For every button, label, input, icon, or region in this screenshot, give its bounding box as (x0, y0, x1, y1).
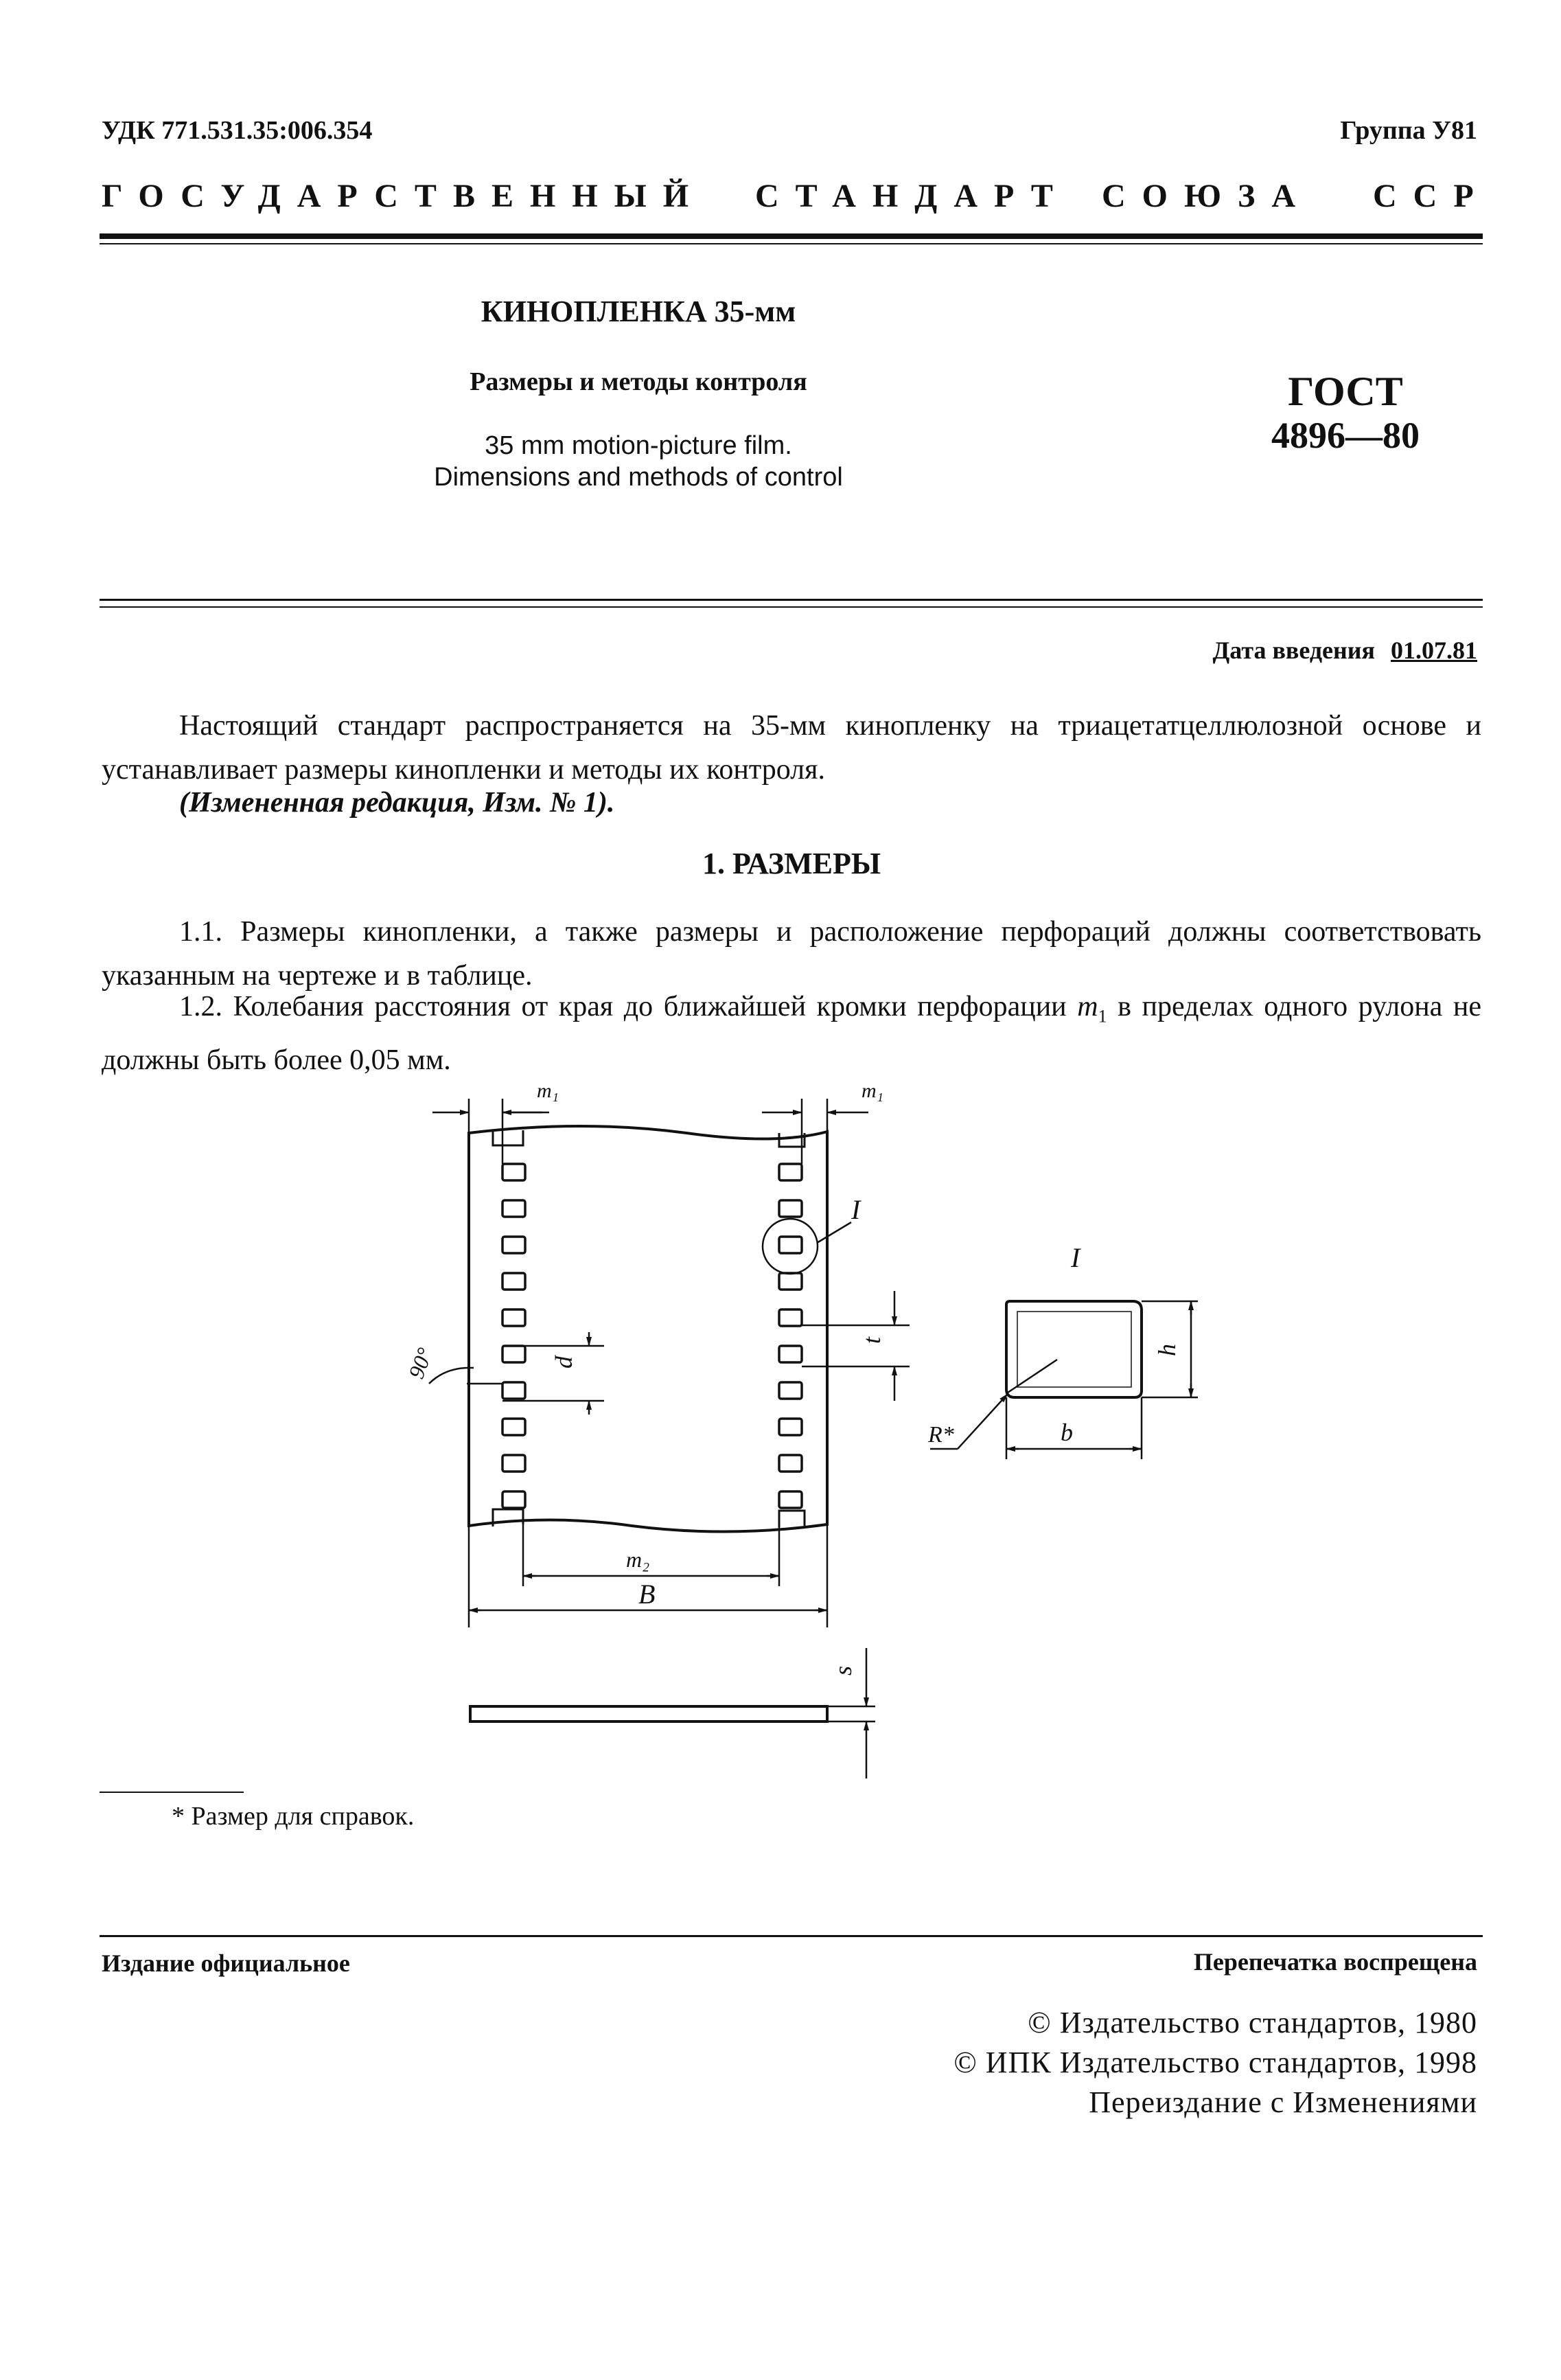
gost-number: 4896—80 (1271, 415, 1420, 456)
label-s: s (829, 1665, 857, 1675)
state-standard-word-4: ССР (1373, 178, 1490, 214)
label-h: h (1153, 1344, 1181, 1356)
footnote: * Размер для справок. (172, 1802, 415, 1831)
intro-date-value: 01.07.81 (1391, 637, 1477, 664)
section-1-heading: 1. РАЗМЕРЫ (702, 847, 881, 880)
document-subtitle: Размеры и методы контроля (470, 367, 807, 396)
label-angle: 90° (403, 1344, 437, 1382)
state-standard-word-2: СТАНДАРТ (755, 178, 1069, 214)
label-m1-right: m₁ (862, 1079, 884, 1102)
right-perforation-row (779, 1164, 802, 1508)
paragraph-1-1: 1.1. Размеры кинопленки, а также размеры и расположение перфораций должны соответствовать указанным на чертеже и в таблице. (102, 916, 1481, 992)
label-B: B (638, 1579, 656, 1610)
gost-label: ГОСТ (1288, 369, 1403, 414)
footer-rule (100, 1935, 1483, 1937)
group-code: Группа У81 (1340, 116, 1477, 145)
label-detail-ref: I (851, 1194, 861, 1225)
state-standard-word-3: СОЮЗА (1102, 178, 1313, 214)
paragraph-1-2-start: 1.2. Колебания расстояния от края до ближайшей кромки перфорации (179, 991, 1078, 1022)
label-t: t (858, 1336, 886, 1344)
copyright-1980: © Издательство стандартов, 1980 (1028, 2006, 1477, 2039)
document-title: КИНОПЛЕНКА 35-мм (481, 295, 796, 328)
reprint-prohibited: Перепечатка воспрещена (1193, 1948, 1477, 1976)
intro-paragraph: Настоящий стандарт распространяется на 35-мм кинопленку на триацетатцеллюлозной основе и устанавливает размеры кинопленки и методы их контроля. (102, 710, 1481, 786)
detail-circle (763, 1219, 818, 1274)
detail-perforation (1006, 1301, 1142, 1397)
udk-code: УДК 771.531.35:006.354 (102, 116, 373, 145)
paragraph-1-2-subscript: 1 (1098, 1006, 1107, 1027)
paragraph-1-2-end: в пределах одного рулона не должны быть более 0,05 мм. (102, 991, 1482, 1077)
label-b: b (1061, 1419, 1073, 1446)
english-title-line-1: 35 mm motion-picture film. (485, 431, 792, 460)
label-p: p (555, 1356, 582, 1369)
left-perforation-row (502, 1164, 525, 1508)
label-m1-left: m₁ (537, 1079, 559, 1102)
paragraph-1-2-symbol: m (1077, 991, 1098, 1022)
label-detail-title: I (1071, 1242, 1080, 1273)
intro-date-label: Дата введения (1212, 637, 1375, 664)
state-standard-word-1: ГОСУДАРСТВЕННЫЙ (102, 178, 706, 214)
film-cross-section (470, 1706, 827, 1721)
intro-amendment: (Измененная редакция, Изм. № 1). (179, 787, 615, 819)
official-edition: Издание официальное (102, 1949, 350, 1977)
label-r: R* (928, 1422, 954, 1448)
reissue-note: Переиздание с Изменениями (1089, 2085, 1477, 2119)
copyright-1998: © ИПК Издательство стандартов, 1998 (953, 2046, 1477, 2079)
label-m2: m₂ (626, 1547, 650, 1572)
english-title-line-2: Dimensions and methods of control (434, 463, 843, 492)
